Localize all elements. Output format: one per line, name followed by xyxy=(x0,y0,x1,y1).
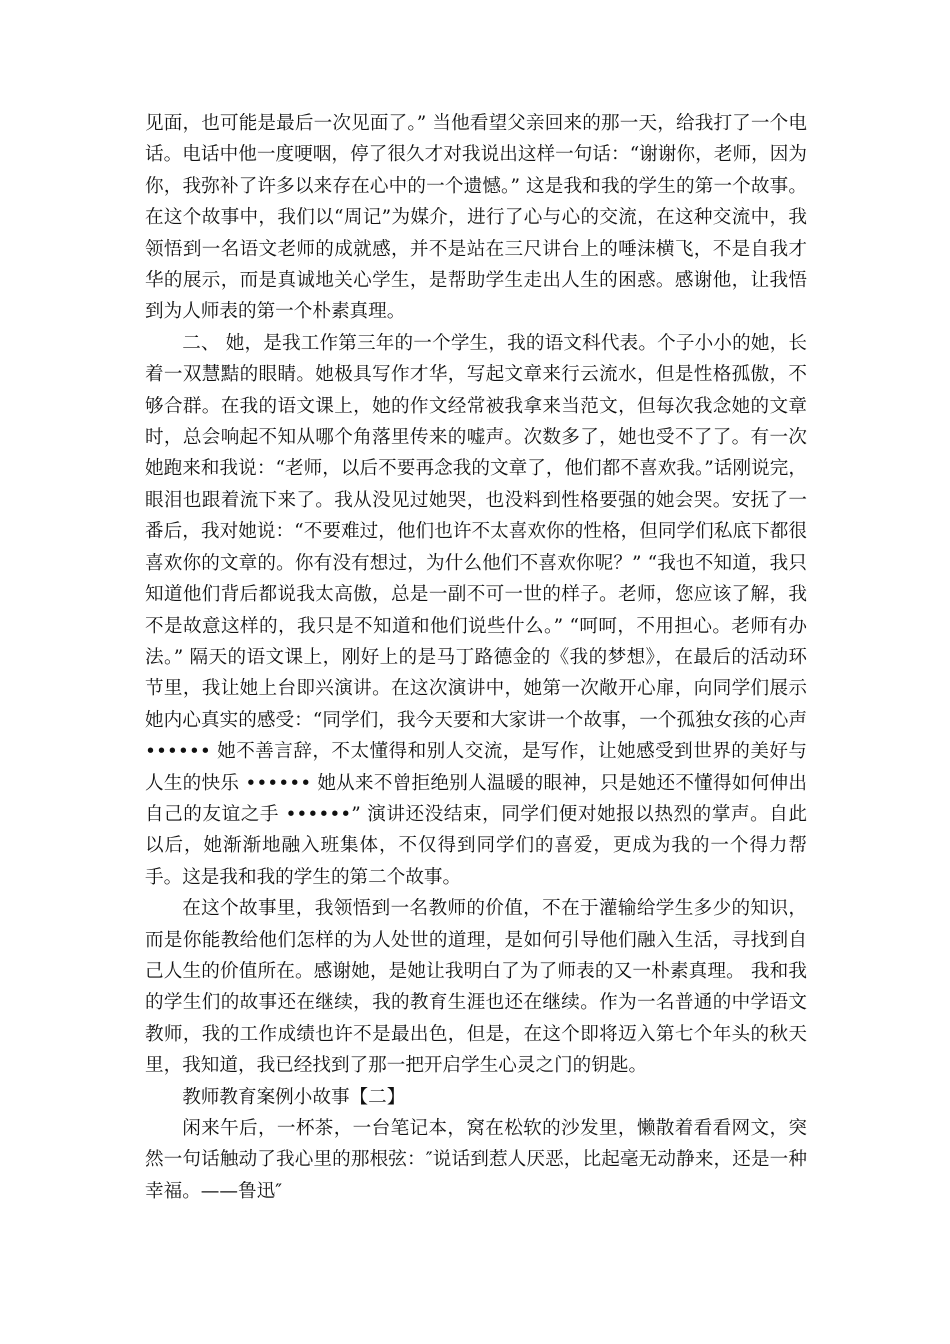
paragraph-story-three-opening: 闲来午后，一杯茶，一台笔记本，窝在松软的沙发里，懒散着看看网文，突然一句话触动了我心里的那根弦：″说话到惹人厌恶，比起毫无动静来，还是一种幸福。——鲁迅″ xyxy=(145,1118,807,1202)
paragraph-story-two: 二、 她，是我工作第三年的一个学生，我的语文科代表。个子小小的她，长着一双慧黠的眼睛。她极具写作才华，写起文章来行云流水，但是性格孤傲，不够合群。在我的语文课上，她的作文经常被我拿来当范文，但每次我念她的文章时，总会响起不知从哪个角落里传来的嘘声。次数多了，她也受不了了。有一次她跑来和我说：“老师，以后不要再念我的文章了，他们都不喜欢我。”话刚说完，眼泪也跟着流下来了。我从没见过她哭，也没料到性格要强的她会哭。安抚了一番后，我对她说：“不要难过，他们也许不太喜欢你的性格，但同学们私底下都很喜欢你的文章的。你有没有想过，为什么他们不喜欢你呢？” “我也不知道，我只知道他们背后都说我太高傲，总是一副不可一世的样子。老师，您应该了解，我不是故意这样的，我只是不知道和他们说些什么。” “呵呵，不用担心。老师有办法。” 隔天的语文课上，刚好上的是马丁路德金的《我的梦想》，在最后的活动环节里，我让她上台即兴演讲。在这次演讲中，她第一次敞开心扉，向同学们展示她内心真实的感受：“同学们，我今天要和大家讲一个故事，一个孤独女孩的心声 •••••• 她不善言辞，不太懂得和别人交流，是写作，让她感受到世界的美好与人生的快乐 •••••• 她从来不曾拒绝别人温暖的眼神，只是她还不懂得如何伸出自己的友谊之手 ••••••” 演讲还没结束，同学们便对她报以热烈的掌声。自此以后，她渐渐地融入班集体，不仅得到同学们的喜爱，更成为我的一个得力帮手。这是我和我的学生的第二个故事。 xyxy=(145,332,807,888)
document-page xyxy=(145,108,807,1207)
paragraph-story-one-ending: 见面，也可能是最后一次见面了。” 当他看望父亲回来的那一天，给我打了一个电话。电话中他一度哽咽，停了很久才对我说出这样一句话：“谢谢你，老师，因为你，我弥补了许多以来存在心中的一个遗憾。” 这是我和我的学生的第一个故事。在这个故事中，我们以“周记”为媒介，进行了心与心的交流，在这种交流中，我领悟到一名语文老师的成就感，并不是站在三尺讲台上的唾沫横飞，不是自我才华的展示，而是真诚地关心学生，是帮助学生走出人生的困惑。感谢他，让我悟到为人师表的第一个朴素真理。 xyxy=(145,113,807,323)
section-heading: 教师教育案例小故事【二】 xyxy=(182,1086,406,1108)
paragraph-reflection: 在这个故事里，我领悟到一名教师的价值，不在于灌输给学生多少的知识，而是你能教给他们怎样的为人处世的道理，是如何引导他们融入生活，寻找到自己人生的价值所在。感谢她，是她让我明白了为了师表的又一朴素真理。 我和我的学生们的故事还在继续，我的教育生涯也还在继续。作为一名普通的中学语文教师，我的工作成绩也许不是最出色，但是，在这个即将迈入第七个年头的秋天里，我知道，我已经找到了那一把开启学生心灵之门的钥匙。 xyxy=(145,898,807,1077)
